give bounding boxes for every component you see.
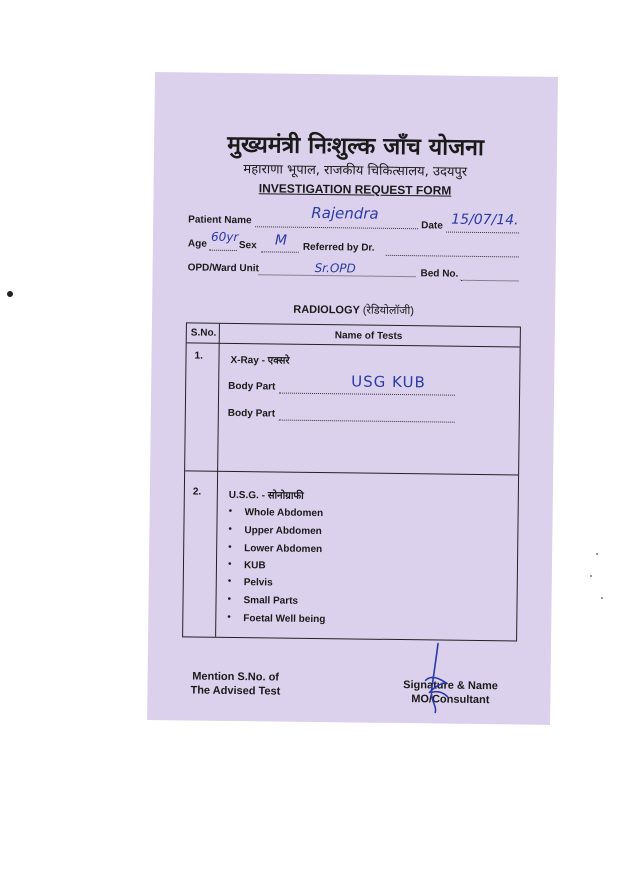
scan-speck bbox=[601, 597, 603, 599]
list-item: Pelvis bbox=[243, 577, 273, 589]
referred-by-label: Referred by Dr. bbox=[302, 241, 375, 254]
list-bullet: • bbox=[228, 523, 232, 535]
scan-speck bbox=[596, 553, 598, 555]
date-line bbox=[446, 232, 519, 234]
scan-speck bbox=[7, 291, 13, 297]
sex-value: M bbox=[274, 232, 288, 249]
header-divider bbox=[187, 342, 520, 347]
age-value: 60yr bbox=[210, 229, 239, 245]
col-sno-header: S.No. bbox=[190, 327, 217, 339]
signature-scribble bbox=[155, 72, 558, 77]
body-part-label-2: Body Part bbox=[227, 407, 276, 420]
footer-left-line1: Mention S.No. of bbox=[192, 670, 280, 684]
list-item: KUB bbox=[243, 560, 266, 572]
column-divider bbox=[215, 324, 220, 637]
opd-value: Sr.OPD bbox=[314, 260, 356, 276]
sex-label: Sex bbox=[238, 240, 257, 252]
tests-table bbox=[182, 322, 521, 641]
list-item: Lower Abdomen bbox=[244, 543, 323, 556]
hospital-name: महाराणा भूपाल, राजकीय चिकित्सालय, उदयपुर bbox=[243, 162, 468, 180]
footer-left bbox=[175, 669, 295, 698]
body-part-label: Body Part bbox=[228, 380, 276, 393]
row2-sno: 2. bbox=[192, 486, 202, 498]
referred-by-line bbox=[386, 255, 519, 258]
form-sheet bbox=[147, 72, 558, 725]
footer-left-line2: The Advised Test bbox=[190, 684, 281, 698]
list-item: Upper Abdomen bbox=[244, 525, 322, 538]
xray-test: X-Ray - एक्सरे bbox=[230, 354, 290, 367]
date-value: 15/07/14. bbox=[451, 211, 519, 229]
form-heading: INVESTIGATION REQUEST FORM bbox=[258, 181, 452, 198]
bed-line bbox=[460, 280, 518, 282]
list-bullet: • bbox=[228, 505, 233, 517]
patient-name-line bbox=[255, 226, 418, 229]
age-line bbox=[209, 250, 237, 251]
opd-label: OPD/Ward Unit bbox=[187, 262, 259, 275]
list-item: Whole Abdomen bbox=[244, 507, 324, 520]
scan-speck bbox=[590, 575, 592, 577]
scheme-title: मुख्यमंत्री निःशुल्क जाँच योजना bbox=[227, 130, 485, 162]
list-bullet: • bbox=[227, 593, 232, 605]
body-part-line-2 bbox=[279, 420, 455, 423]
body-part-line bbox=[279, 393, 455, 396]
list-bullet: • bbox=[227, 575, 232, 587]
list-bullet: • bbox=[227, 558, 232, 570]
list-item: Foetal Well being bbox=[243, 613, 326, 626]
usg-test: U.S.G. - सोनोग्राफी bbox=[228, 489, 304, 502]
col-name-header: Name of Tests bbox=[334, 330, 403, 343]
body-part-value: USG KUB bbox=[351, 372, 426, 392]
section-heading: RADIOLOGY (रेडियोलॉजी) bbox=[293, 303, 414, 318]
age-label: Age bbox=[187, 238, 207, 250]
list-bullet: • bbox=[227, 611, 231, 623]
sex-line bbox=[261, 251, 299, 252]
row-divider bbox=[185, 470, 518, 475]
footer-right-line2: MO/Consultant bbox=[411, 693, 490, 707]
patient-name-value: Rajendra bbox=[311, 203, 379, 223]
list-bullet: • bbox=[228, 541, 232, 553]
patient-name-label: Patient Name bbox=[188, 214, 252, 227]
date-label: Date bbox=[421, 220, 443, 232]
list-item: Small Parts bbox=[243, 595, 299, 607]
footer-right-line1: Signature & Name bbox=[403, 679, 498, 693]
bed-label: Bed No. bbox=[420, 268, 459, 280]
row1-sno: 1. bbox=[194, 350, 203, 362]
